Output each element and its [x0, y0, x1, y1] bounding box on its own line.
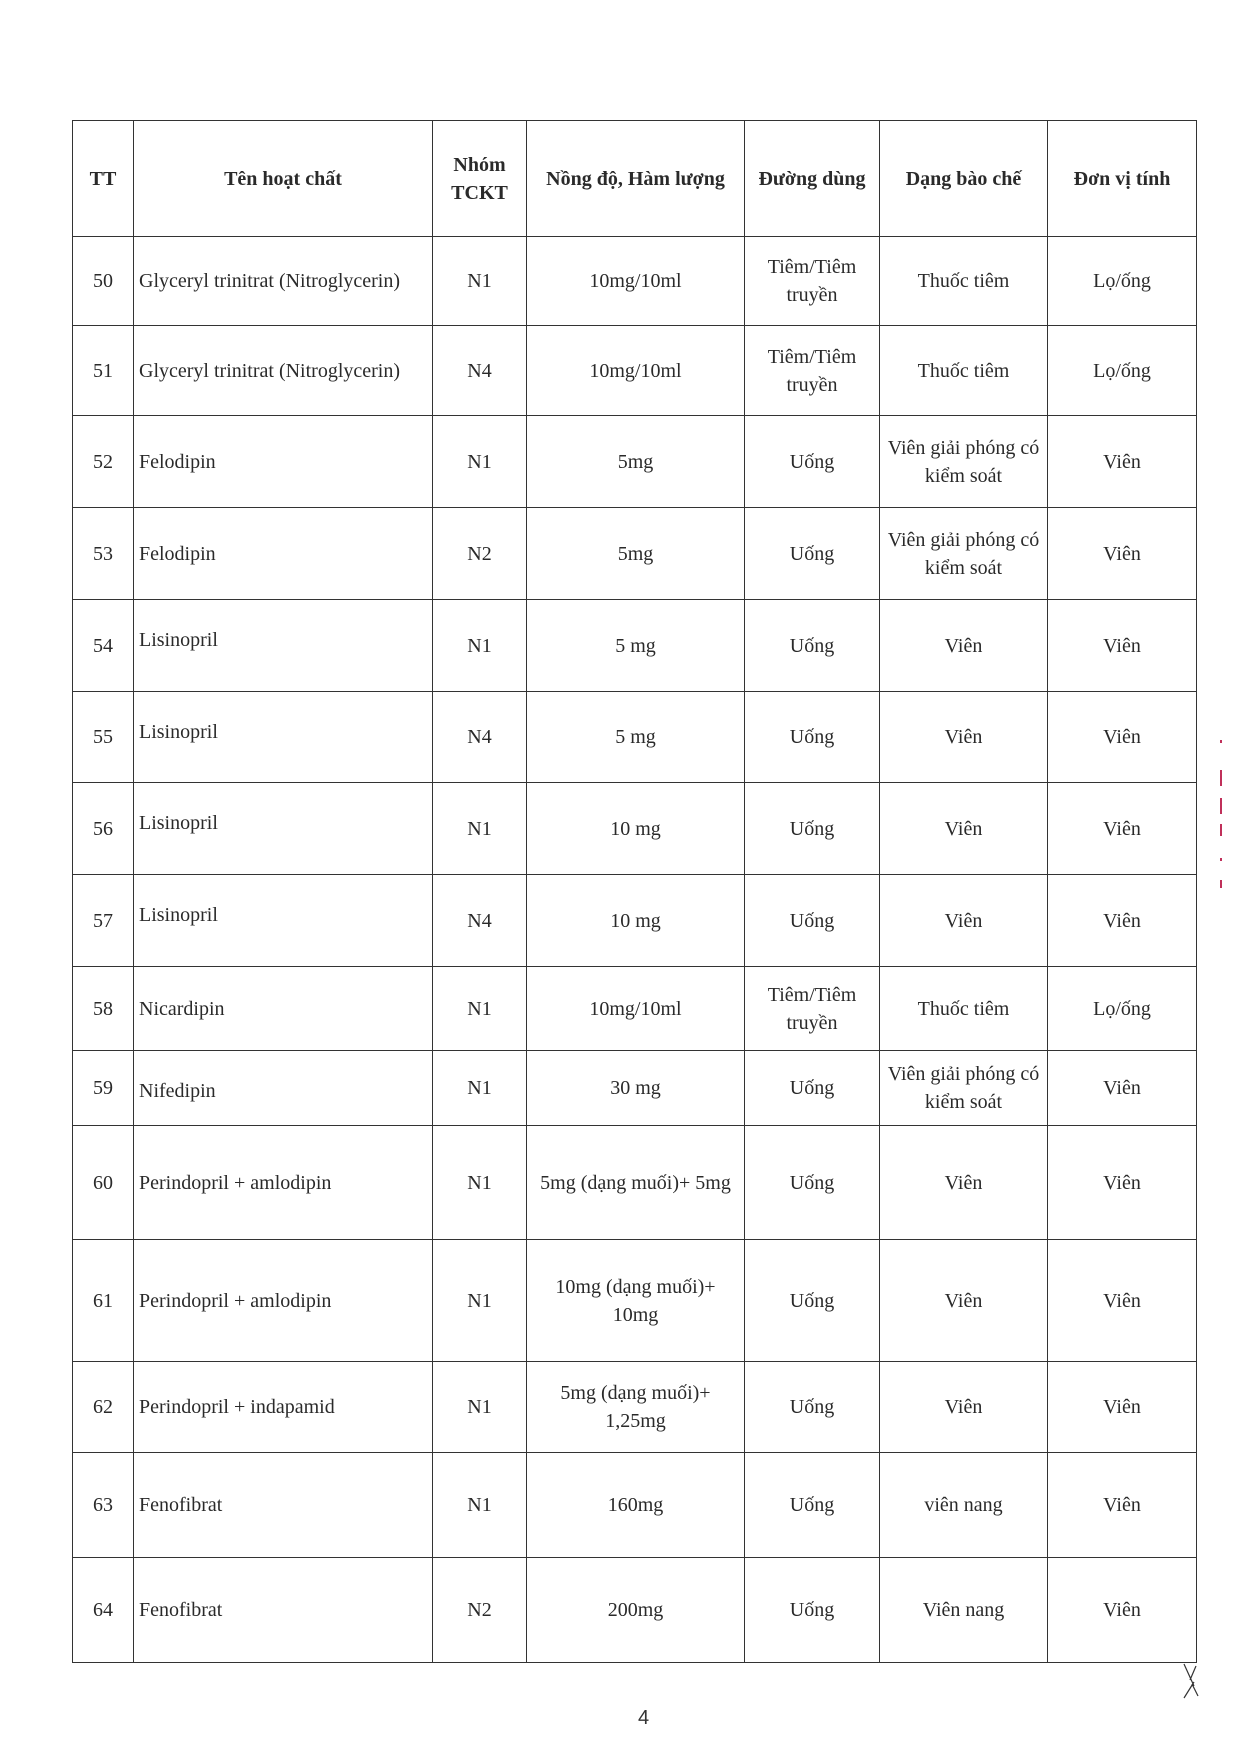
concentration-cell: 10 mg	[527, 783, 745, 875]
unit-cell: Viên	[1048, 416, 1197, 508]
dosage-form-cell: Thuốc tiêm	[880, 237, 1048, 326]
margin-marks	[1218, 740, 1224, 900]
technical-group-cell: N1	[433, 1362, 527, 1453]
route-cell: Uống	[745, 1051, 880, 1126]
table-row	[73, 600, 1197, 692]
unit-cell: Viên	[1048, 1362, 1197, 1453]
table-row	[73, 416, 1197, 508]
unit-cell: Viên	[1048, 1453, 1197, 1558]
dosage-form-cell: Thuốc tiêm	[880, 967, 1048, 1051]
route-cell: Uống	[745, 1453, 880, 1558]
concentration-cell: 5mg (dạng muối)+ 5mg	[527, 1126, 745, 1240]
technical-group-cell: N1	[433, 237, 527, 326]
dosage-form-cell: Viên	[880, 1240, 1048, 1362]
handwritten-initial-icon	[1180, 1662, 1202, 1700]
dosage-form-cell: Viên nang	[880, 1558, 1048, 1663]
technical-group-cell: N1	[433, 1240, 527, 1362]
drug-list-table	[72, 120, 1197, 1663]
technical-group-cell: N2	[433, 508, 527, 600]
dosage-form-cell: Viên	[880, 875, 1048, 967]
route-cell: Uống	[745, 692, 880, 783]
concentration-cell: 5mg (dạng muối)+ 1,25mg	[527, 1362, 745, 1453]
concentration-cell: 10mg/10ml	[527, 967, 745, 1051]
technical-group-cell: N1	[433, 1051, 527, 1126]
technical-group-cell: N4	[433, 875, 527, 967]
unit-cell: Viên	[1048, 875, 1197, 967]
concentration-cell: 5mg	[527, 416, 745, 508]
row-number-cell: 62	[73, 1362, 134, 1453]
technical-group-cell: N1	[433, 967, 527, 1051]
header-active-ingredient: Tên hoạt chất	[134, 121, 433, 237]
unit-cell: Viên	[1048, 1558, 1197, 1663]
table-row	[73, 508, 1197, 600]
row-number-cell: 61	[73, 1240, 134, 1362]
row-number-cell: 59	[73, 1051, 134, 1126]
unit-cell: Viên	[1048, 1051, 1197, 1126]
unit-cell: Viên	[1048, 692, 1197, 783]
dosage-form-cell: Viên	[880, 692, 1048, 783]
active-ingredient-cell: Lisinopril	[134, 875, 433, 967]
table-row	[73, 1126, 1197, 1240]
header-route: Đường dùng	[745, 121, 880, 237]
concentration-cell: 10mg (dạng muối)+ 10mg	[527, 1240, 745, 1362]
dosage-form-cell: Viên giải phóng có kiểm soát	[880, 416, 1048, 508]
unit-cell: Viên	[1048, 783, 1197, 875]
dosage-form-cell: Viên	[880, 1362, 1048, 1453]
concentration-cell: 5 mg	[527, 692, 745, 783]
unit-cell: Lọ/ống	[1048, 326, 1197, 416]
header-tt: TT	[73, 121, 134, 237]
concentration-cell: 160mg	[527, 1453, 745, 1558]
route-cell: Tiêm/Tiêm truyền	[745, 326, 880, 416]
dosage-form-cell: Viên	[880, 1126, 1048, 1240]
route-cell: Tiêm/Tiêm truyền	[745, 237, 880, 326]
table-row	[73, 1051, 1197, 1126]
row-number-cell: 58	[73, 967, 134, 1051]
technical-group-cell: N1	[433, 783, 527, 875]
table-row	[73, 237, 1197, 326]
concentration-cell: 5 mg	[527, 600, 745, 692]
active-ingredient-cell: Perindopril + amlodipin	[134, 1126, 433, 1240]
row-number-cell: 50	[73, 237, 134, 326]
table-row	[73, 692, 1197, 783]
table-row	[73, 967, 1197, 1051]
active-ingredient-cell: Nifedipin	[134, 1051, 433, 1126]
unit-cell: Lọ/ống	[1048, 237, 1197, 326]
dosage-form-cell: Viên giải phóng có kiểm soát	[880, 1051, 1048, 1126]
active-ingredient-cell: Fenofibrat	[134, 1558, 433, 1663]
concentration-cell: 30 mg	[527, 1051, 745, 1126]
technical-group-cell: N4	[433, 326, 527, 416]
row-number-cell: 64	[73, 1558, 134, 1663]
route-cell: Uống	[745, 416, 880, 508]
technical-group-cell: N1	[433, 1453, 527, 1558]
active-ingredient-cell: Perindopril + indapamid	[134, 1362, 433, 1453]
active-ingredient-cell: Glyceryl trinitrat (Nitroglycerin)	[134, 237, 433, 326]
active-ingredient-cell: Fenofibrat	[134, 1453, 433, 1558]
row-number-cell: 63	[73, 1453, 134, 1558]
concentration-cell: 10mg/10ml	[527, 237, 745, 326]
route-cell: Uống	[745, 875, 880, 967]
route-cell: Uống	[745, 1362, 880, 1453]
technical-group-cell: N1	[433, 416, 527, 508]
technical-group-cell: N1	[433, 1126, 527, 1240]
unit-cell: Viên	[1048, 1240, 1197, 1362]
active-ingredient-cell: Lisinopril	[134, 600, 433, 692]
dosage-form-cell: Thuốc tiêm	[880, 326, 1048, 416]
technical-group-cell: N4	[433, 692, 527, 783]
header-unit: Đơn vị tính	[1048, 121, 1197, 237]
row-number-cell: 53	[73, 508, 134, 600]
header-technical-group: Nhóm TCKT	[433, 121, 527, 237]
table-row	[73, 1558, 1197, 1663]
table-row	[73, 326, 1197, 416]
table-row	[73, 1453, 1197, 1558]
route-cell: Uống	[745, 1126, 880, 1240]
concentration-cell: 200mg	[527, 1558, 745, 1663]
row-number-cell: 51	[73, 326, 134, 416]
route-cell: Uống	[745, 783, 880, 875]
table-header-row	[73, 121, 1197, 237]
row-number-cell: 56	[73, 783, 134, 875]
dosage-form-cell: Viên	[880, 783, 1048, 875]
header-dosage-form: Dạng bào chế	[880, 121, 1048, 237]
technical-group-cell: N2	[433, 1558, 527, 1663]
page-number: 4	[638, 1707, 650, 1729]
concentration-cell: 5mg	[527, 508, 745, 600]
unit-cell: Lọ/ống	[1048, 967, 1197, 1051]
dosage-form-cell: Viên giải phóng có kiểm soát	[880, 508, 1048, 600]
header-concentration: Nồng độ, Hàm lượng	[527, 121, 745, 237]
concentration-cell: 10mg/10ml	[527, 326, 745, 416]
row-number-cell: 57	[73, 875, 134, 967]
dosage-form-cell: viên nang	[880, 1453, 1048, 1558]
table-row	[73, 875, 1197, 967]
row-number-cell: 55	[73, 692, 134, 783]
route-cell: Uống	[745, 1240, 880, 1362]
active-ingredient-cell: Nicardipin	[134, 967, 433, 1051]
active-ingredient-cell: Lisinopril	[134, 692, 433, 783]
active-ingredient-cell: Glyceryl trinitrat (Nitroglycerin)	[134, 326, 433, 416]
route-cell: Uống	[745, 1558, 880, 1663]
active-ingredient-cell: Perindopril + amlodipin	[134, 1240, 433, 1362]
active-ingredient-cell: Felodipin	[134, 508, 433, 600]
unit-cell: Viên	[1048, 508, 1197, 600]
route-cell: Uống	[745, 600, 880, 692]
route-cell: Tiêm/Tiêm truyền	[745, 967, 880, 1051]
row-number-cell: 54	[73, 600, 134, 692]
row-number-cell: 60	[73, 1126, 134, 1240]
table-row	[73, 1240, 1197, 1362]
dosage-form-cell: Viên	[880, 600, 1048, 692]
concentration-cell: 10 mg	[527, 875, 745, 967]
unit-cell: Viên	[1048, 1126, 1197, 1240]
active-ingredient-cell: Lisinopril	[134, 783, 433, 875]
row-number-cell: 52	[73, 416, 134, 508]
route-cell: Uống	[745, 508, 880, 600]
unit-cell: Viên	[1048, 600, 1197, 692]
table-row	[73, 783, 1197, 875]
active-ingredient-cell: Felodipin	[134, 416, 433, 508]
table-row	[73, 1362, 1197, 1453]
technical-group-cell: N1	[433, 600, 527, 692]
